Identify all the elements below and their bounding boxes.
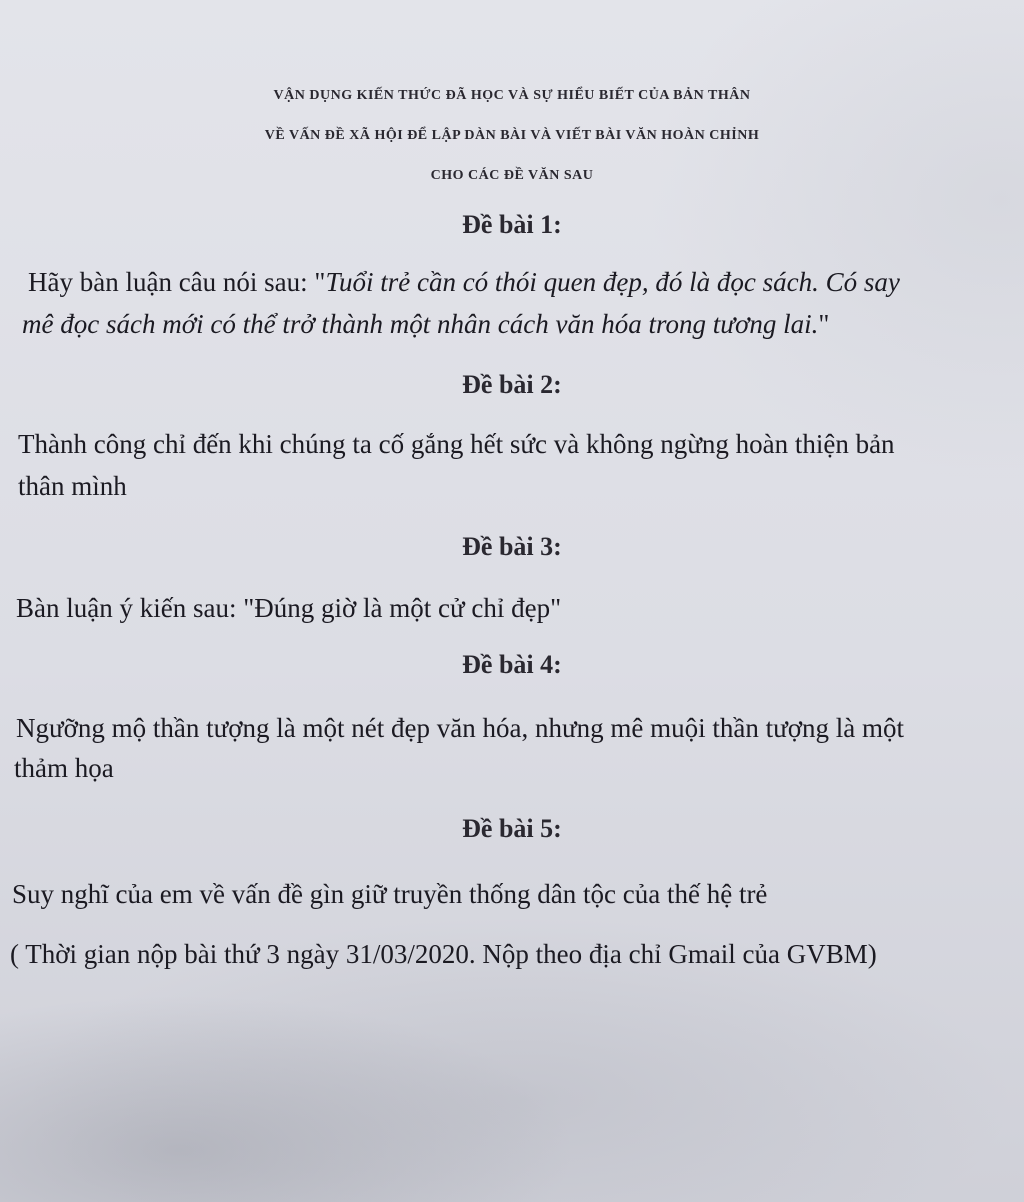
section-1-text-line-1 — [28, 262, 900, 302]
document-title — [0, 76, 1024, 196]
section-1-quote-line-2: mê đọc sách mới có thể trở thành một nhân cách văn hóa trong tương lai. — [22, 309, 819, 339]
section-4-heading: Đề bài 4: — [462, 650, 562, 679]
section-5-heading: Đề bài 5: — [462, 814, 562, 843]
section-2-line-2: thân mình — [18, 471, 127, 501]
title-line-2: VỀ VẤN ĐỀ XÃ HỘI ĐỂ LẬP DÀN BÀI VÀ VIẾT BÀI VĂN HOÀN CHỈNH — [264, 128, 760, 143]
section-4-line-1: Ngưỡng mộ thần tượng là một nét đẹp văn hóa, nhưng mê muội thần tượng là một — [16, 713, 904, 743]
section-3-line-1: Bàn luận ý kiến sau: "Đúng giờ là một cử chỉ đẹp" — [16, 593, 562, 623]
section-1-quote-close: " — [818, 309, 830, 339]
section-1-text-line-2 — [22, 304, 829, 344]
section-2-heading: Đề bài 2: — [462, 370, 562, 399]
section-1-quote-line-1: Tuổi trẻ cần có thói quen đẹp, đó là đọc sách. Có say — [325, 267, 900, 297]
section-4-line-2: thảm họa — [14, 753, 114, 783]
section-5-line-1: Suy nghĩ của em về vấn đề gìn giữ truyền thống dân tộc của thế hệ trẻ — [12, 879, 768, 909]
section-2-line-1: Thành công chỉ đến khi chúng ta cố gắng hết sức và không ngừng hoàn thiện bản — [18, 429, 895, 459]
title-line-3: CHO CÁC ĐỀ VĂN SAU — [430, 168, 594, 183]
submission-note: ( Thời gian nộp bài thứ 3 ngày 31/03/2020. Nộp theo địa chỉ Gmail của GVBM) — [10, 939, 877, 969]
section-1-intro: Hãy bàn luận câu nói sau: " — [28, 267, 326, 297]
section-1-heading: Đề bài 1: — [462, 210, 562, 239]
title-line-1: VẬN DỤNG KIẾN THỨC ĐÃ HỌC VÀ SỰ HIỂU BIẾT CỦA BẢN THÂN — [273, 88, 751, 103]
section-3-heading: Đề bài 3: — [462, 532, 562, 561]
